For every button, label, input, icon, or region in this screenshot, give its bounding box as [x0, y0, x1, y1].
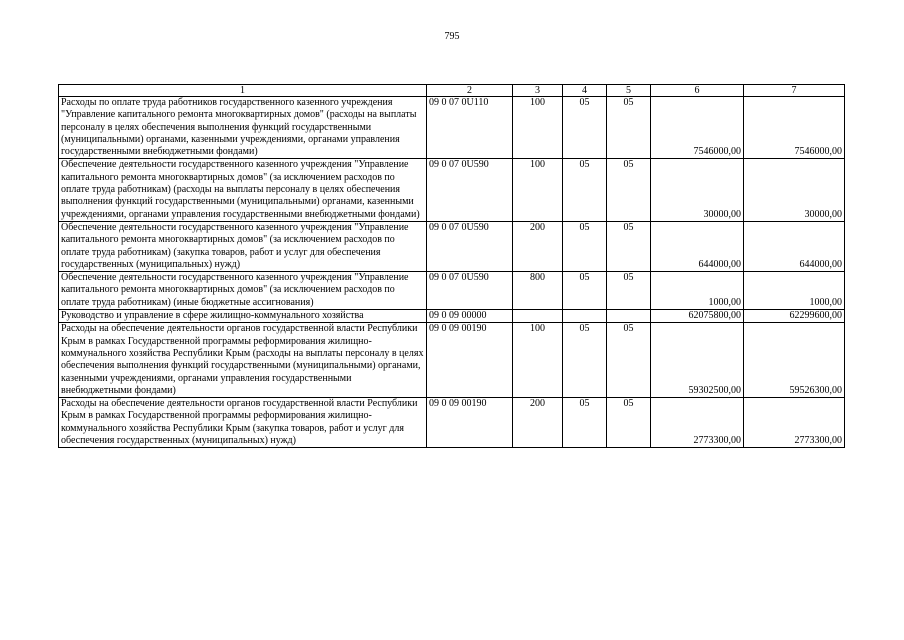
amount-year-1: 2773300,00	[651, 398, 744, 448]
header-cell-6: 6	[651, 85, 744, 97]
amount-year-2: 7546000,00	[744, 97, 845, 159]
target-article-code: 09 0 09 00190	[427, 323, 513, 398]
target-article-code: 09 0 07 0U590	[427, 272, 513, 310]
subsection-code	[607, 310, 651, 323]
amount-year-1: 59302500,00	[651, 323, 744, 398]
header-cell-7: 7	[744, 85, 845, 97]
subsection-code: 05	[607, 272, 651, 310]
subsection-code: 05	[607, 221, 651, 271]
amount-year-2: 2773300,00	[744, 398, 845, 448]
table-row	[59, 310, 845, 323]
expense-name: Обеспечение деятельности государственного казенного учреждения "Управление капитального ремонта многоквартирных домов" (за исключением расходов по оплате труда работникам) (расходы на выплаты персоналу в целях обеспечения выполнения функций государственными (муниципальными) органами, казенными учреждениями, органами управления государственными внебюджетными фондами)	[59, 159, 427, 221]
expense-type-code: 800	[513, 272, 563, 310]
amount-year-2: 62299600,00	[744, 310, 845, 323]
page-number: 795	[444, 31, 460, 42]
header-cell-5: 5	[607, 85, 651, 97]
expense-name: Расходы по оплате труда работников государственного казенного учреждения "Управление капитального ремонта многоквартирных домов" (расходы на выплаты персоналу в целях обеспечения выполнения функций государственными (муниципальными) органами, казенными учреждениями, органами управления государственными внебюджетными фондами)	[59, 97, 427, 159]
expense-name: Расходы на обеспечение деятельности органов государственной власти Республики Крым в рамках Государственной программы реформирования жилищно-коммунального хозяйства Республики Крым (закупка товаров, работ и услуг для обеспечения государственных (муниципальных) нужд)	[59, 398, 427, 448]
amount-year-1: 7546000,00	[651, 97, 744, 159]
amount-year-2: 1000,00	[744, 272, 845, 310]
target-article-code: 09 0 07 0U590	[427, 159, 513, 221]
amount-year-2: 59526300,00	[744, 323, 845, 398]
expense-type-code	[513, 310, 563, 323]
subsection-code: 05	[607, 398, 651, 448]
amount-year-2: 30000,00	[744, 159, 845, 221]
header-cell-3: 3	[513, 85, 563, 97]
target-article-code: 09 0 07 0U590	[427, 221, 513, 271]
table-row	[59, 272, 845, 310]
amount-year-1: 62075800,00	[651, 310, 744, 323]
target-article-code: 09 0 07 0U110	[427, 97, 513, 159]
expense-name: Обеспечение деятельности государственного казенного учреждения "Управление капитального ремонта многоквартирных домов" (за исключением расходов по оплате труда работникам) (закупка товаров, работ и услуг для обеспечения государственных (муниципальных) нужд)	[59, 221, 427, 271]
expense-name: Расходы на обеспечение деятельности органов государственной власти Республики Крым в рамках Государственной программы реформирования жилищно-коммунального хозяйства Республики Крым (расходы на выплаты персоналу в целях обеспечения выполнения функций государственными (муниципальными) органами, казенными учреждениями, органами управления государственными внебюджетными фондами)	[59, 323, 427, 398]
table-row	[59, 323, 845, 398]
budget-table	[58, 84, 845, 448]
header-cell-1: 1	[59, 85, 427, 97]
expense-type-code: 100	[513, 323, 563, 398]
target-article-code: 09 0 09 00000	[427, 310, 513, 323]
section-code: 05	[563, 159, 607, 221]
expense-name: Обеспечение деятельности государственного казенного учреждения "Управление капитального ремонта многоквартирных домов" (за исключением расходов по оплате труда работникам) (иные бюджетные ассигнования)	[59, 272, 427, 310]
table-row	[59, 159, 845, 221]
section-code: 05	[563, 272, 607, 310]
header-cell-2: 2	[427, 85, 513, 97]
section-code: 05	[563, 398, 607, 448]
amount-year-1: 644000,00	[651, 221, 744, 271]
section-code: 05	[563, 221, 607, 271]
target-article-code: 09 0 09 00190	[427, 398, 513, 448]
section-code: 05	[563, 323, 607, 398]
subsection-code: 05	[607, 323, 651, 398]
expense-type-code: 100	[513, 159, 563, 221]
table-row	[59, 97, 845, 159]
subsection-code: 05	[607, 97, 651, 159]
amount-year-2: 644000,00	[744, 221, 845, 271]
section-code	[563, 310, 607, 323]
section-code: 05	[563, 97, 607, 159]
table-row	[59, 221, 845, 271]
expense-type-code: 200	[513, 398, 563, 448]
amount-year-1: 1000,00	[651, 272, 744, 310]
expense-name: Руководство и управление в сфере жилищно-коммунального хозяйства	[59, 310, 427, 323]
expense-type-code: 100	[513, 97, 563, 159]
amount-year-1: 30000,00	[651, 159, 744, 221]
header-row	[59, 85, 845, 97]
subsection-code: 05	[607, 159, 651, 221]
table-row	[59, 398, 845, 448]
header-cell-4: 4	[563, 85, 607, 97]
expense-type-code: 200	[513, 221, 563, 271]
